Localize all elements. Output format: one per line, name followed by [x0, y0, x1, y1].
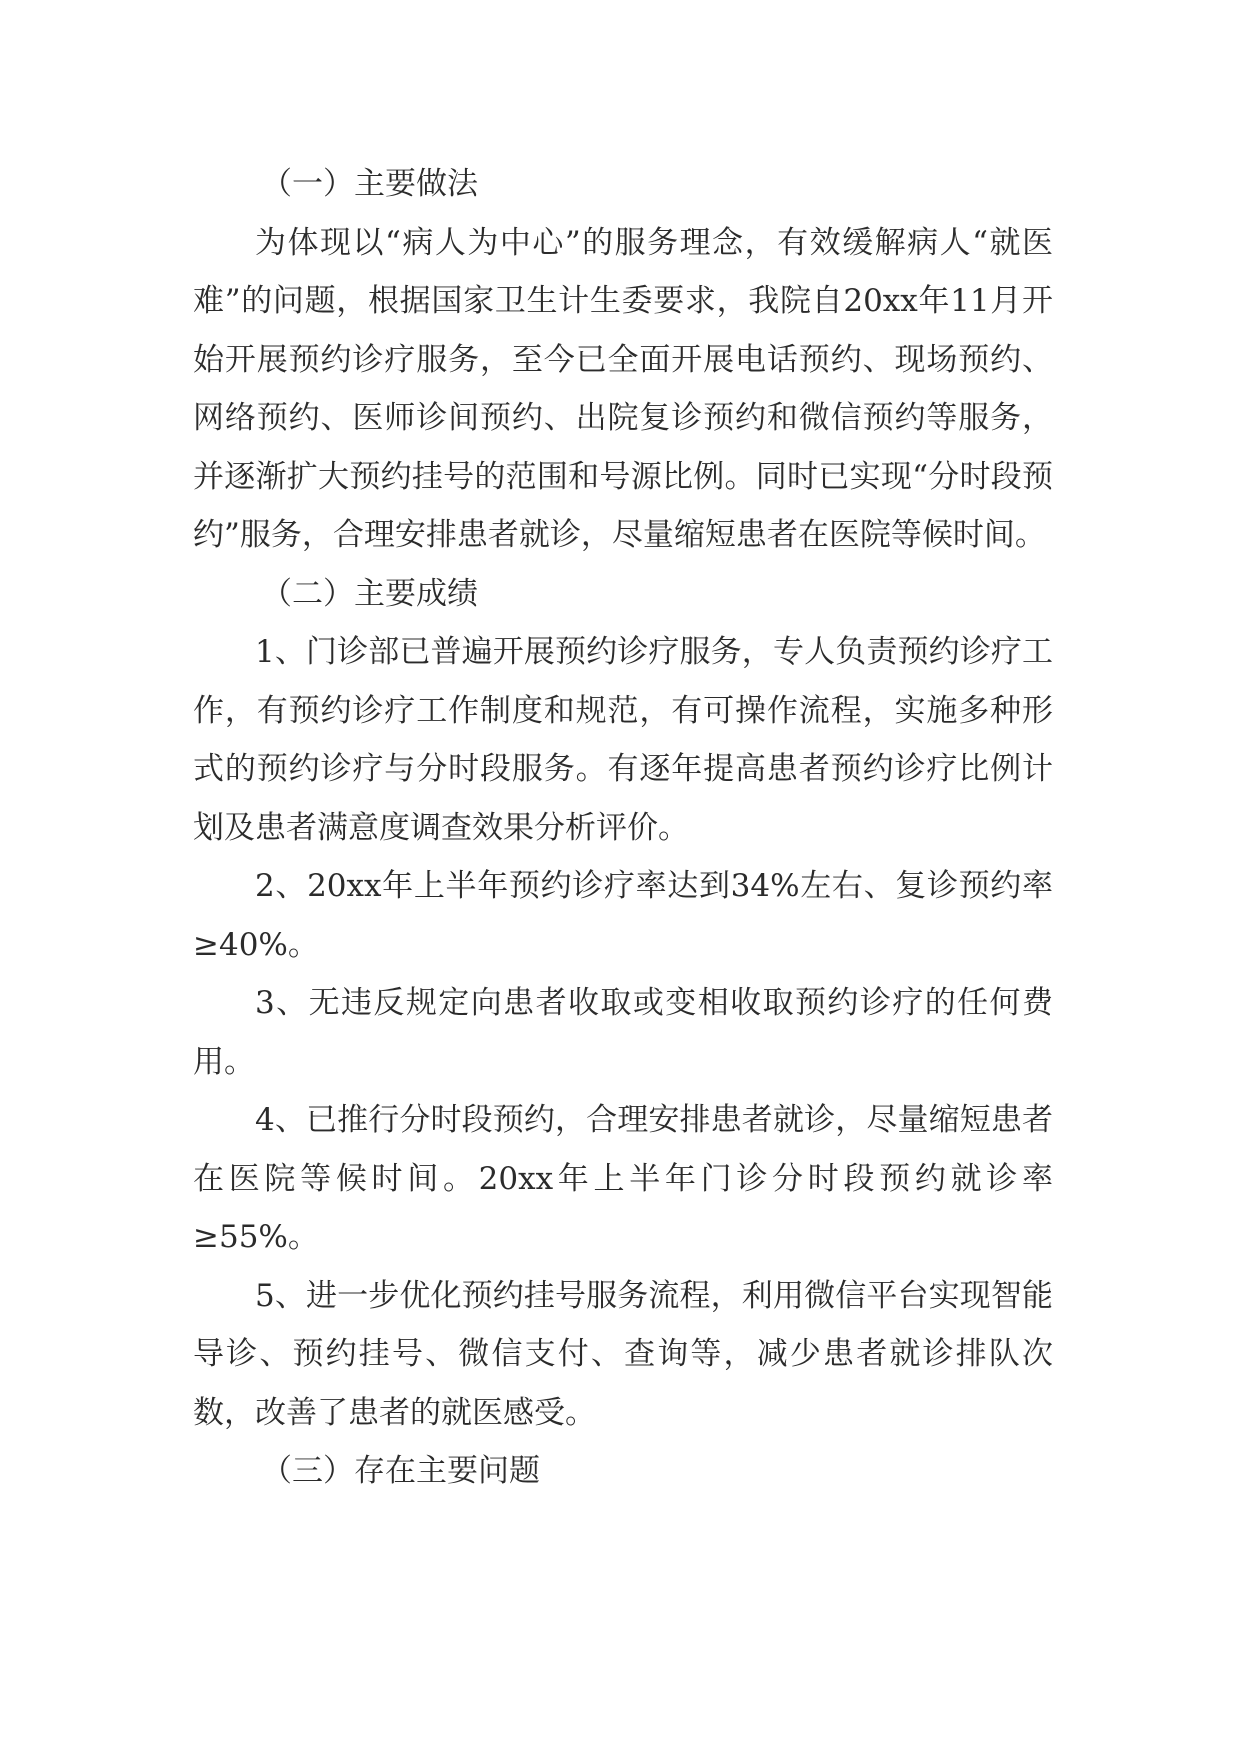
- document-body: [193, 155, 1053, 1501]
- achievement-item-3: 3、无违反规定向患者收取或变相收取预约诊疗的任何费用。: [193, 985, 1053, 1080]
- achievement-item-5: 5、进一步优化预约挂号服务流程，利用微信平台实现智能导诊、预约挂号、微信支付、查询等，减少患者就诊排队次数，改善了患者的就医感受。: [193, 1277, 1053, 1431]
- paragraph-main-practices: 为体现以“病人为中心”的服务理念，有效缓解病人“就医难”的问题，根据国家卫生计生委要求，我院自20xx年11月开始开展预约诊疗服务，至今已全面开展电话预约、现场预约、网络预约、医师诊间预约、出院复诊预约和微信预约等服务，并逐渐扩大预约挂号的范围和号源比例。同时已实现“分时段预约”服务，合理安排患者就诊，尽量缩短患者在医院等候时间。: [193, 224, 1053, 553]
- achievement-item-1: 1、门诊部已普遍开展预约诊疗服务，专人负责预约诊疗工作，有预约诊疗工作制度和规范，有可操作流程，实施多种形式的预约诊疗与分时段服务。有逐年提高患者预约诊疗比例计划及患者满意度调查效果分析评价。: [193, 634, 1053, 846]
- achievement-item-2: 2、20xx年上半年预约诊疗率达到34%左右、复诊预约率≥40%。: [193, 868, 1053, 963]
- section-heading-main-problems: （三）存在主要问题: [261, 1453, 540, 1489]
- section-heading-main-practices: （一）主要做法: [261, 166, 478, 202]
- achievement-item-4: 4、已推行分时段预约，合理安排患者就诊，尽量缩短患者在医院等候时间。20xx年上半年门诊分时段预约就诊率≥55%。: [193, 1102, 1053, 1255]
- section-heading-main-achievements: （二）主要成绩: [261, 575, 478, 612]
